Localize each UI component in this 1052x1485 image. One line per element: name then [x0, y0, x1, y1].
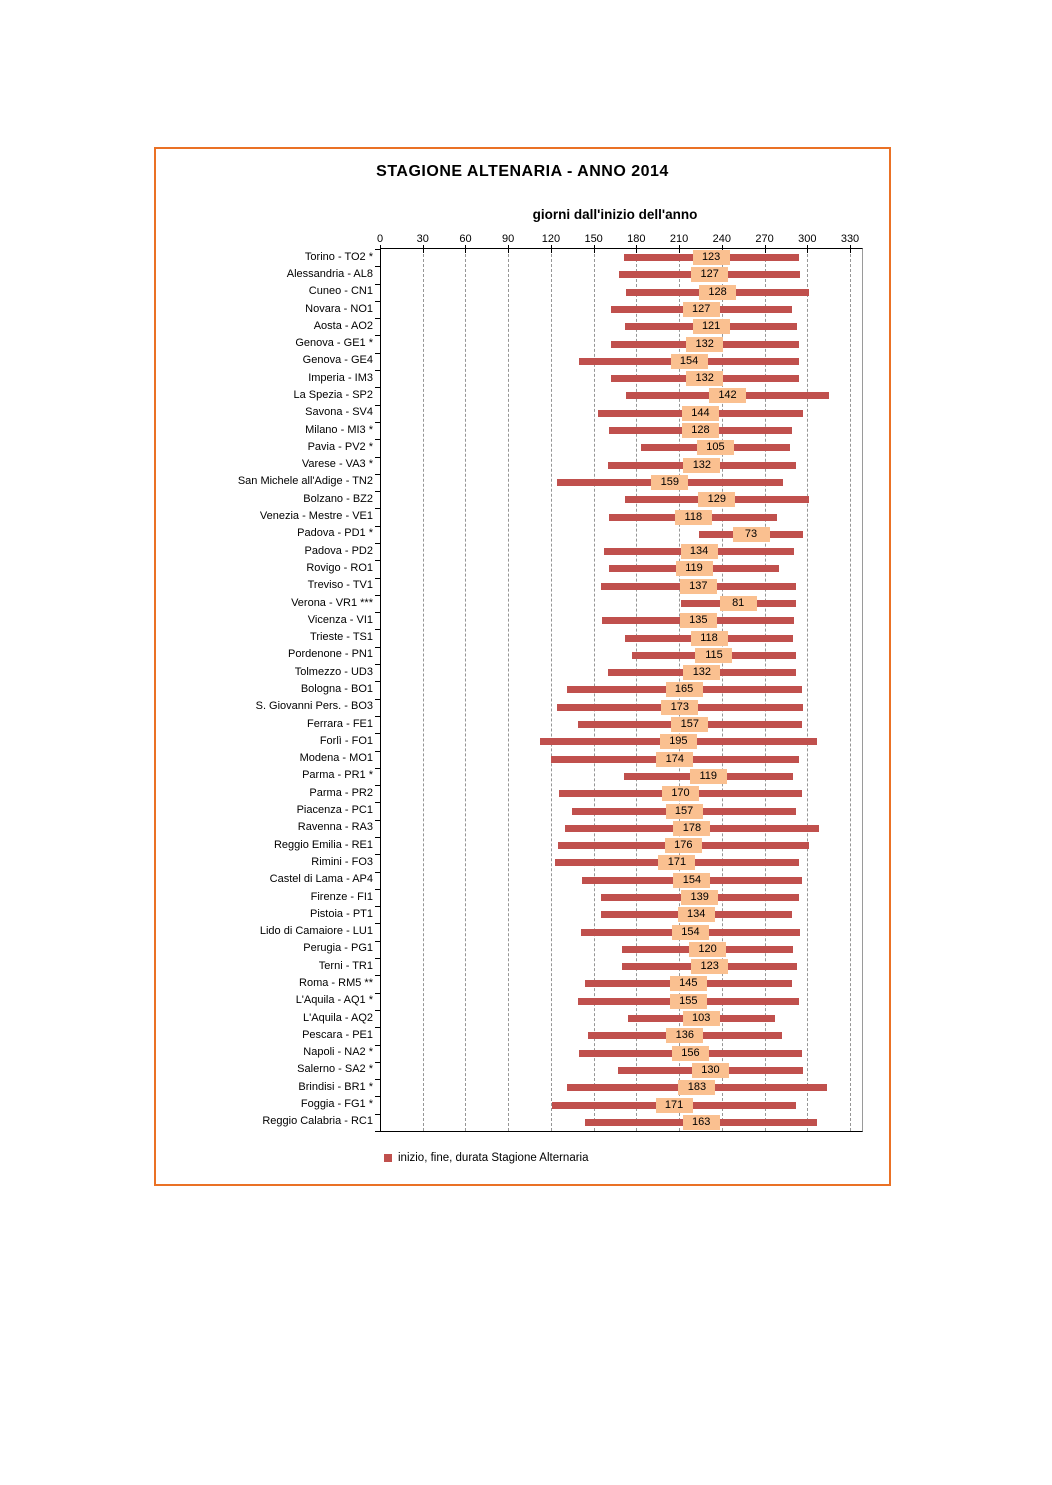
chart-row	[380, 1079, 862, 1096]
duration-label: 118	[691, 631, 728, 646]
station-label: Genova - GE1 *	[295, 337, 373, 350]
duration-label: 154	[673, 873, 710, 888]
duration-label: 159	[651, 475, 688, 490]
chart-row	[380, 889, 862, 906]
duration-label: 123	[693, 250, 730, 265]
duration-label: 165	[666, 682, 703, 697]
duration-label: 163	[683, 1115, 720, 1130]
station-label: Treviso - TV1	[307, 579, 373, 592]
chart-row	[380, 958, 862, 975]
chart-row	[380, 508, 862, 525]
duration-label: 127	[691, 267, 728, 282]
chart-row	[380, 405, 862, 422]
chart-row	[380, 1010, 862, 1027]
duration-label: 128	[699, 285, 736, 300]
category-axis-tick	[375, 1131, 380, 1132]
chart-row	[380, 923, 862, 940]
station-label: Pistoia - PT1	[310, 907, 373, 920]
chart-row	[380, 318, 862, 335]
station-label: Brindisi - BR1 *	[298, 1080, 373, 1093]
legend-swatch-icon	[384, 1154, 392, 1162]
chart-row	[380, 457, 862, 474]
x-axis-tick-label: 90	[502, 233, 515, 245]
chart-row	[380, 491, 862, 508]
duration-label: 170	[662, 786, 699, 801]
duration-label: 132	[686, 337, 723, 352]
duration-label: 134	[678, 907, 715, 922]
duration-label: 183	[678, 1080, 715, 1095]
station-label: Trieste - TS1	[310, 631, 373, 644]
station-label: Modena - MO1	[299, 752, 373, 765]
duration-label: 173	[661, 700, 698, 715]
duration-label: 135	[680, 613, 717, 628]
station-label: S. Giovanni Pers. - BO3	[255, 700, 373, 713]
x-axis-tick-label: 330	[840, 233, 860, 245]
duration-label: 103	[683, 1011, 720, 1026]
station-label: Piacenza - PC1	[296, 804, 373, 817]
station-label: Bolzano - BZ2	[303, 492, 373, 505]
x-axis-tick-label: 300	[798, 233, 817, 245]
chart-row	[380, 595, 862, 612]
station-label: Roma - RM5 **	[299, 977, 373, 989]
chart-row	[380, 1062, 862, 1079]
duration-label: 132	[683, 665, 720, 680]
station-label: Alessandria - AL8	[286, 267, 373, 280]
duration-label: 123	[691, 959, 728, 974]
chart-row	[380, 837, 862, 854]
station-label: Vicenza - VI1	[307, 613, 373, 626]
legend-label: inizio, fine, durata Stagione Alternaria	[398, 1152, 589, 1164]
chart-row	[380, 335, 862, 352]
plot-area	[380, 248, 863, 1132]
duration-label: 119	[676, 561, 713, 576]
station-label: Firenze - FI1	[310, 890, 373, 903]
duration-label: 73	[733, 527, 770, 542]
station-label: Napoli - NA2 *	[303, 1046, 373, 1059]
duration-label: 137	[680, 579, 717, 594]
duration-label: 105	[697, 440, 734, 455]
station-label: Ravenna - RA3	[297, 821, 373, 834]
x-axis-tick-label: 270	[755, 233, 774, 245]
x-axis-tick-label: 60	[459, 233, 472, 245]
chart-row	[380, 768, 862, 785]
chart-row	[380, 629, 862, 646]
x-axis-tick-label: 120	[541, 233, 561, 245]
duration-label: 155	[670, 994, 707, 1009]
duration-label: 128	[682, 423, 719, 438]
duration-label: 134	[681, 544, 718, 559]
chart-row	[380, 612, 862, 629]
station-label: Forlì - FO1	[319, 734, 373, 747]
chart-row	[380, 872, 862, 889]
chart-row	[380, 439, 862, 456]
station-label: Aosta - AO2	[313, 319, 373, 332]
chart-row	[380, 249, 862, 266]
duration-label: 129	[698, 492, 735, 507]
station-label: Castel di Lama - AP4	[269, 873, 373, 886]
chart-row	[380, 975, 862, 992]
chart-row	[380, 1114, 862, 1131]
duration-label: 132	[686, 371, 723, 386]
duration-label: 145	[670, 976, 707, 991]
x-axis-tick-label: 210	[669, 233, 689, 245]
chart-row	[380, 560, 862, 577]
station-label: Rimini - FO3	[311, 855, 373, 868]
station-label: La Spezia - SP2	[293, 389, 373, 401]
station-label: Bologna - BO1	[300, 683, 373, 695]
duration-label: 139	[681, 890, 718, 905]
duration-label: 127	[683, 302, 720, 317]
station-label: Imperia - IM3	[308, 371, 373, 384]
chart-row	[380, 647, 862, 664]
duration-label: 178	[673, 821, 710, 836]
chart-row	[380, 474, 862, 491]
duration-label: 120	[689, 942, 726, 957]
chart-row	[380, 1096, 862, 1113]
chart-frame	[154, 147, 891, 1186]
duration-label: 119	[690, 769, 727, 784]
chart-row	[380, 802, 862, 819]
duration-label: 118	[675, 510, 712, 525]
chart-row	[380, 854, 862, 871]
station-label: Lido di Camaiore - LU1	[259, 925, 373, 938]
chart-row	[380, 1027, 862, 1044]
station-label: Parma - PR2	[309, 786, 373, 799]
chart-row	[380, 820, 862, 837]
duration-label: 195	[660, 734, 697, 749]
chart-row	[380, 422, 862, 439]
station-label: Cuneo - CN1	[308, 285, 373, 298]
duration-label: 171	[656, 1098, 693, 1113]
station-label: Reggio Emilia - RE1	[273, 838, 373, 851]
chart-row	[380, 751, 862, 768]
chart-row	[380, 284, 862, 301]
duration-label: 156	[672, 1046, 709, 1061]
duration-label: 142	[709, 388, 746, 403]
duration-label: 115	[695, 648, 732, 663]
station-label: Varese - VA3 *	[301, 458, 373, 471]
chart-row	[380, 578, 862, 595]
chart-row	[380, 699, 862, 716]
station-label: Padova - PD2	[304, 544, 373, 557]
chart-row	[380, 733, 862, 750]
station-label: Pavia - PV2 *	[307, 440, 373, 453]
chart-row	[380, 681, 862, 698]
station-label: Rovigo - RO1	[306, 561, 373, 574]
chart-row	[380, 370, 862, 387]
x-axis-tick-label: 30	[416, 233, 429, 245]
chart-row	[380, 664, 862, 681]
chart-row	[380, 266, 862, 283]
station-label: Padova - PD1 *	[297, 527, 373, 540]
station-label: Tolmezzo - UD3	[294, 665, 373, 678]
duration-label: 130	[692, 1063, 729, 1078]
duration-label: 136	[666, 1028, 703, 1043]
x-axis-tick-label: 180	[627, 233, 646, 245]
station-label: L'Aquila - AQ2	[303, 1011, 373, 1024]
duration-label: 157	[671, 717, 708, 732]
duration-label: 171	[658, 855, 695, 870]
station-label: Torino - TO2 *	[304, 250, 373, 263]
station-label: Parma - PR1 *	[302, 769, 373, 782]
x-axis-tick-label: 240	[712, 233, 731, 245]
x-axis-title: giorni dall'inizio dell'anno	[532, 207, 698, 222]
station-label: Genova - GE4	[302, 354, 373, 367]
chart-row	[380, 526, 862, 543]
chart-row	[380, 941, 862, 958]
chart-row	[380, 543, 862, 560]
duration-label: 154	[671, 354, 708, 369]
chart-row	[380, 1045, 862, 1062]
station-label: Milano - MI3 *	[305, 423, 373, 436]
duration-label: 121	[693, 319, 730, 334]
station-label: Verona - VR1 ***	[291, 596, 373, 609]
duration-label: 174	[656, 752, 693, 767]
chart-row	[380, 906, 862, 923]
duration-label: 157	[666, 804, 703, 819]
chart-row	[380, 353, 862, 370]
duration-label: 154	[672, 925, 709, 940]
duration-label: 144	[682, 406, 719, 421]
duration-label: 132	[683, 458, 720, 473]
station-label: Novara - NO1	[305, 302, 373, 315]
station-label: Perugia - PG1	[303, 942, 373, 955]
x-axis-tick-label: 0	[376, 233, 384, 245]
station-label: L'Aquila - AQ1 *	[295, 994, 373, 1007]
chart-row	[380, 301, 862, 318]
duration-label: 176	[665, 838, 702, 853]
station-label: Terni - TR1	[318, 959, 373, 972]
station-label: Foggia - FG1 *	[300, 1098, 373, 1111]
station-label: Salerno - SA2 *	[297, 1063, 373, 1076]
duration-label: 81	[720, 596, 757, 611]
station-label: Pescara - PE1	[302, 1028, 373, 1041]
chart-row	[380, 993, 862, 1010]
chart-title: STAGIONE ALTENARIA - ANNO 2014	[376, 163, 669, 180]
station-label: Pordenone - PN1	[288, 648, 373, 661]
chart-row	[380, 387, 862, 404]
station-label: Venezia - Mestre - VE1	[259, 510, 373, 523]
station-label: Savona - SV4	[305, 406, 373, 419]
station-label: Reggio Calabria - RC1	[262, 1115, 373, 1128]
legend	[384, 1152, 589, 1164]
chart-row	[380, 716, 862, 733]
station-label: San Michele all'Adige - TN2	[237, 475, 373, 488]
station-label: Ferrara - FE1	[306, 717, 373, 730]
chart-row	[380, 785, 862, 802]
x-axis-tick-label: 150	[584, 233, 603, 245]
